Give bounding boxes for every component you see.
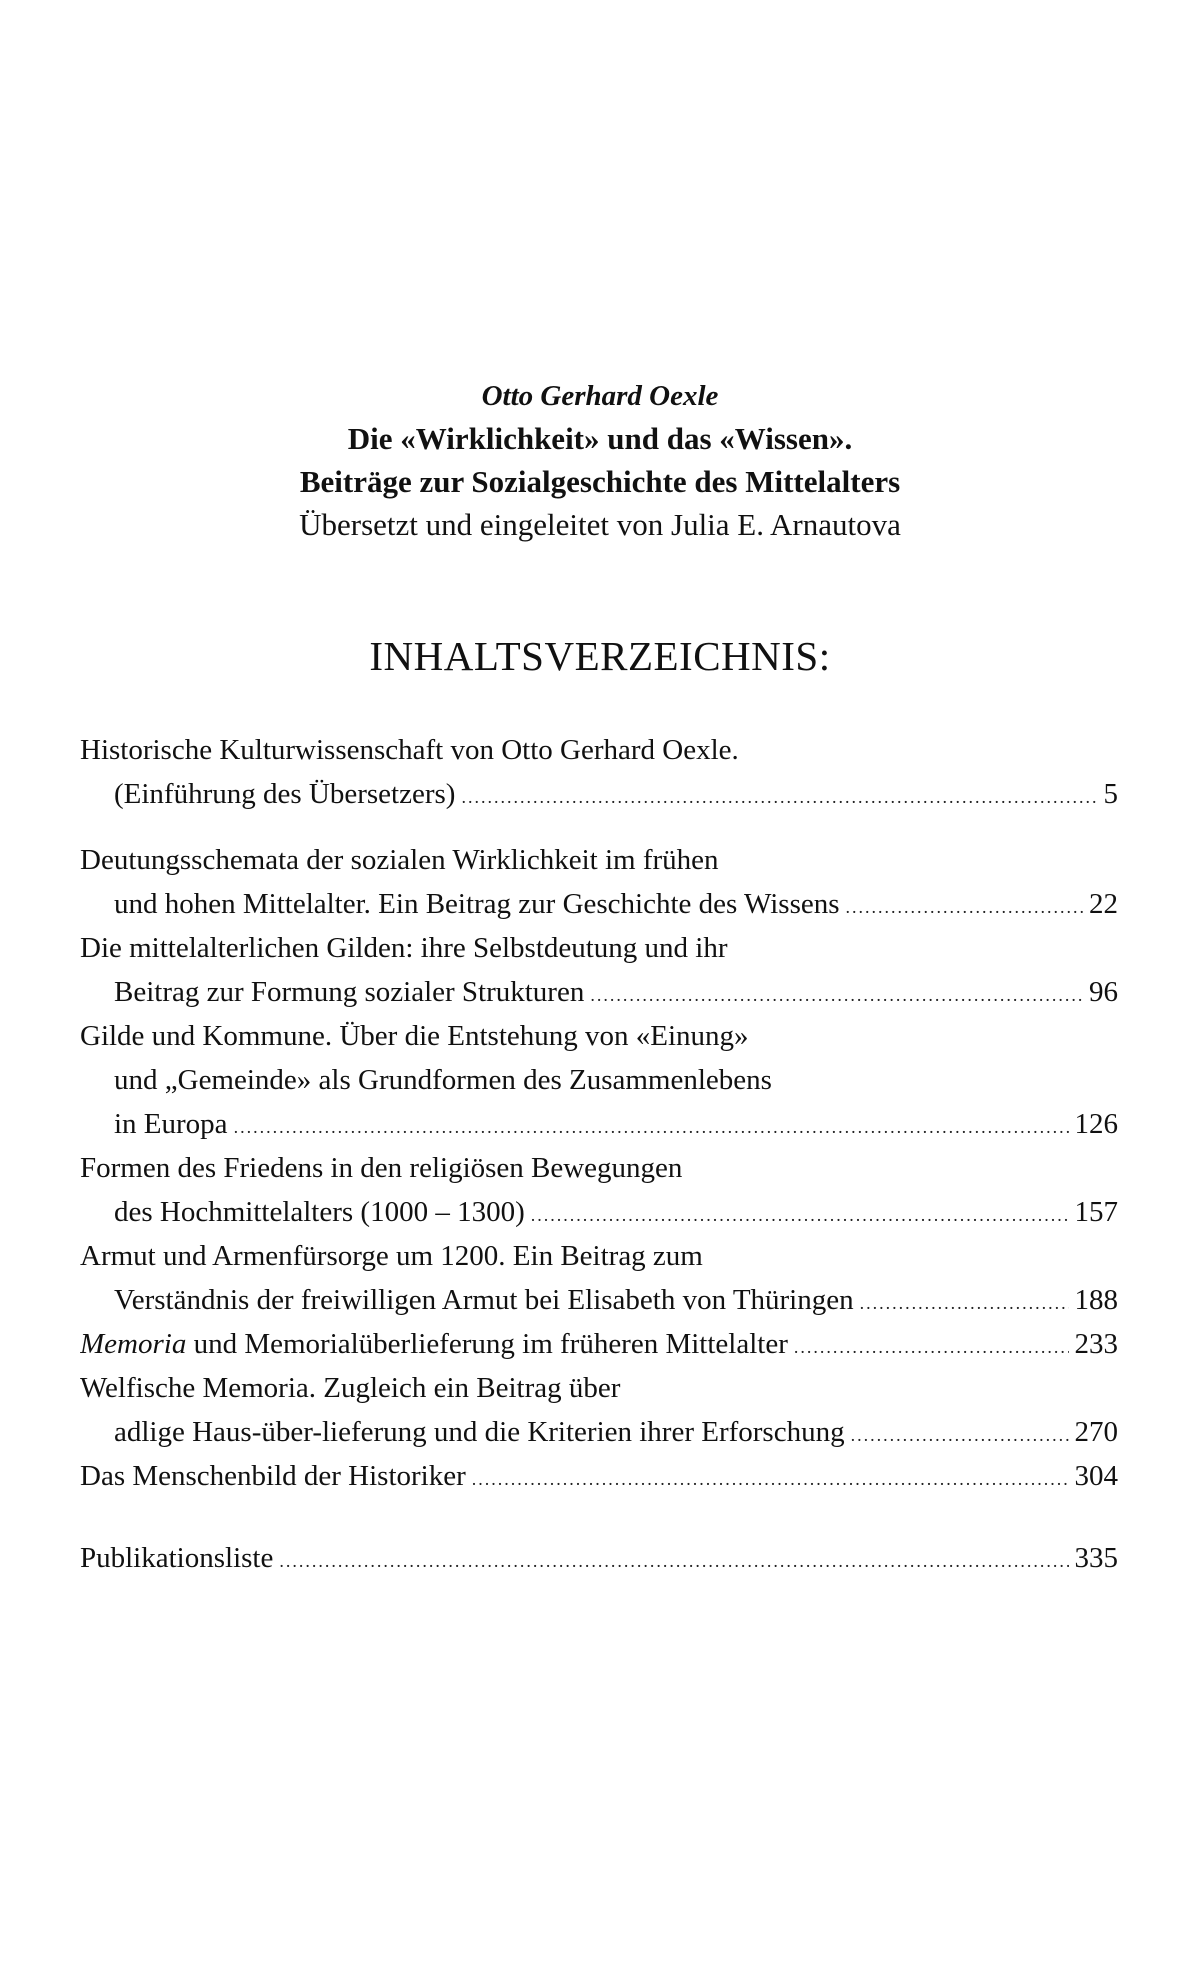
toc-page-number: 126 <box>1074 1108 1118 1140</box>
toc-entry-line: Gilde und Kommune. Über die Entstehung von «Einung» <box>80 1020 749 1052</box>
toc-page-number: 188 <box>1074 1284 1118 1316</box>
toc-entry <box>80 926 1118 1014</box>
toc-entry-text: (Einführung des Übersetzers) <box>114 778 456 810</box>
toc-entry-last-line <box>80 1322 1118 1366</box>
toc-entry-text: des Hochmittelalters (1000 – 1300) <box>114 1196 525 1228</box>
toc-page-number: 5 <box>1103 778 1118 810</box>
toc-entry-last-line <box>80 882 1118 926</box>
toc-entry <box>80 838 1118 926</box>
dot-leader <box>461 775 1097 816</box>
book-title: Die «Wirklichkeit» und das «Wissen». <box>347 421 853 456</box>
toc-entry-text: in Europa <box>114 1108 228 1140</box>
toc-entry <box>80 1146 1118 1234</box>
toc-entry-italic-prefix: Memoria <box>80 1328 187 1360</box>
toc-entry-text-rest: und Memorialüberlieferung im früheren Mittelalter <box>186 1328 788 1360</box>
toc-entry-last-line <box>80 1278 1118 1322</box>
toc-entry-text: und hohen Mittelalter. Ein Beitrag zur Geschichte des Wissens <box>114 888 840 920</box>
toc-entry-line: und „Gemeinde» als Grundformen des Zusammenlebens <box>114 1064 772 1096</box>
dot-leader <box>531 1193 1069 1234</box>
book-subtitle: Beiträge zur Sozialgeschichte des Mittelalters <box>299 464 901 499</box>
toc-entry-text: Das Menschenbild der Historiker <box>80 1460 466 1492</box>
toc-heading: INHALTSVERZEICHNIS: <box>369 633 831 679</box>
toc-entry-last-line <box>80 970 1118 1014</box>
author-name: Otto Gerhard Oexle <box>481 380 719 412</box>
table-of-contents <box>80 728 1118 1580</box>
translator-line: Übersetzt und eingeleitet von Julia E. Arnautova <box>299 507 901 542</box>
toc-entry-text: Publikationsliste <box>80 1542 274 1574</box>
toc-page-number: 22 <box>1089 888 1118 920</box>
toc-entry-last-line <box>80 1410 1118 1454</box>
dot-leader <box>590 973 1083 1014</box>
toc-entry-text <box>80 1322 788 1366</box>
toc-entry-line: Formen des Friedens in den religiösen Bewegungen <box>80 1152 683 1184</box>
toc-entry-line: Historische Kulturwissenschaft von Otto Gerhard Oexle. <box>80 734 739 766</box>
toc-entry-last-line <box>80 1454 1118 1498</box>
toc-entry-last-line <box>80 1536 1118 1580</box>
toc-entry-text: adlige Haus-über-lieferung und die Kriterien ihrer Erforschung <box>114 1416 845 1448</box>
dot-leader <box>860 1281 1069 1322</box>
toc-entry-text: Verständnis der freiwilligen Armut bei Elisabeth von Thüringen <box>114 1284 854 1316</box>
toc-entry <box>80 1014 1118 1146</box>
dot-leader <box>851 1413 1069 1454</box>
toc-page-number: 96 <box>1089 976 1118 1008</box>
toc-entry-line: Die mittelalterlichen Gilden: ihre Selbstdeutung und ihr <box>80 932 728 964</box>
dot-leader <box>234 1105 1069 1146</box>
toc-entry <box>80 1366 1118 1454</box>
toc-entry-text: Beitrag zur Formung sozialer Strukturen <box>114 976 585 1008</box>
toc-entry-last-line <box>80 1102 1118 1146</box>
toc-entry-line: Welfische Memoria. Zugleich ein Beitrag über <box>80 1372 621 1404</box>
toc-page-number: 270 <box>1074 1416 1118 1448</box>
toc-entry-line: Deutungsschemata der sozialen Wirklichkeit im frühen <box>80 844 719 876</box>
toc-page-number: 157 <box>1074 1196 1118 1228</box>
book-header <box>0 375 1200 547</box>
dot-leader <box>279 1539 1068 1580</box>
toc-entry-last-line <box>80 772 1118 816</box>
dot-leader <box>846 885 1083 926</box>
toc-entry-last-line <box>80 1190 1118 1234</box>
toc-entry-line: Armut und Armenfürsorge um 1200. Ein Beitrag zum <box>80 1240 703 1272</box>
toc-page-number: 335 <box>1074 1542 1118 1574</box>
toc-page-number: 233 <box>1074 1328 1118 1360</box>
toc-entry <box>80 1322 1118 1366</box>
toc-page-number: 304 <box>1074 1460 1118 1492</box>
toc-entry <box>80 1536 1118 1580</box>
toc-entry <box>80 1454 1118 1498</box>
dot-leader <box>794 1325 1069 1366</box>
dot-leader <box>472 1457 1069 1498</box>
toc-entry <box>80 1234 1118 1322</box>
toc-entry <box>80 728 1118 816</box>
